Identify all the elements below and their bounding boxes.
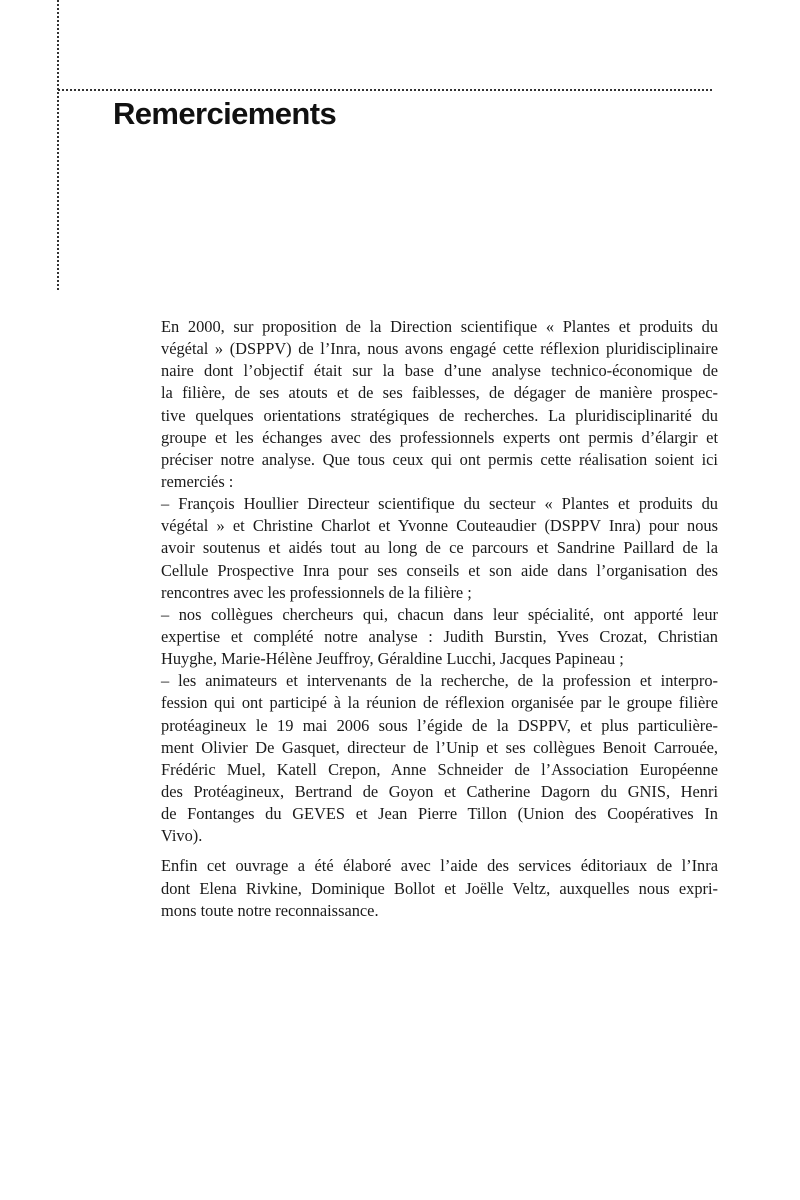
text-line: de Fontanges du GEVES et Jean Pierre Tillon (Union des Coopératives In xyxy=(161,804,718,824)
text-line: mons toute notre reconnaissance. xyxy=(161,900,379,920)
text-line: expertise et complété notre analyse : Judith Burstin, Yves Crozat, Christian xyxy=(161,626,718,646)
text-line: – nos collègues chercheurs qui, chacun dans leur spécialité, ont apporté leur xyxy=(161,604,718,624)
text-line: rencontres avec les professionnels de la filière ; xyxy=(161,582,472,602)
text-line: groupe et les échanges avec des professionnels experts ont permis d’élargir et xyxy=(161,427,718,447)
text-line: – les animateurs et intervenants de la recherche, de la profession et interpro- xyxy=(161,671,718,691)
text-line: végétal » (DSPPV) de l’Inra, nous avons engagé cette réflexion pluridisciplinaire xyxy=(161,339,718,359)
text-line: naire dont l’objectif était sur la base d’une analyse technico-économique de xyxy=(161,361,718,381)
text-line: remerciés : xyxy=(161,471,234,491)
text-line: avoir soutenus et aidés tout au long de ce parcours et Sandrine Paillard de la xyxy=(161,538,718,558)
text-line: Frédéric Muel, Katell Crepon, Anne Schneider de l’Association Européenne xyxy=(161,759,718,779)
text-line: protéagineux le 19 mai 2006 sous l’égide de la DSPPV, et plus particulière- xyxy=(161,715,718,735)
text-line: tive quelques orientations stratégiques de recherches. La pluridisciplinarité du xyxy=(161,405,718,425)
text-line: fession qui ont participé à la réunion de réflexion organisée par le groupe filière xyxy=(161,693,718,713)
text-line: la filière, de ses atouts et de ses faiblesses, de dégager de manière prospec- xyxy=(161,383,718,403)
text-line: des Protéagineux, Bertrand de Goyon et Catherine Dagorn du GNIS, Henri xyxy=(161,781,718,801)
text-line: Cellule Prospective Inra pour ses conseils et son aide dans l’organisation des xyxy=(161,560,718,580)
paragraph xyxy=(161,855,718,921)
margin-dotted-rule-vertical xyxy=(57,0,59,290)
text-line: – François Houllier Directeur scientifique du secteur « Plantes et produits du xyxy=(161,494,718,514)
text-line: dont Elena Rivkine, Dominique Bollot et Joëlle Veltz, auxquelles nous expri- xyxy=(161,878,718,898)
text-line: Enfin cet ouvrage a été élaboré avec l’aide des services éditoriaux de l’Inra xyxy=(161,856,718,876)
text-line: En 2000, sur proposition de la Direction scientifique « Plantes et produits du xyxy=(161,317,718,336)
text-line: préciser notre analyse. Que tous ceux qui ont permis cette réalisation soient ici xyxy=(161,449,718,469)
text-line: Vivo). xyxy=(161,826,203,846)
acknowledgements-body xyxy=(161,316,718,930)
text-line: Huyghe, Marie-Hélène Jeuffroy, Géraldine Lucchi, Jacques Papineau ; xyxy=(161,649,624,669)
text-line: ment Olivier De Gasquet, directeur de l’Unip et ses collègues Benoit Carrouée, xyxy=(161,737,718,757)
text-line: végétal » et Christine Charlot et Yvonne Couteaudier (DSPPV Inra) pour nous xyxy=(161,516,718,536)
header-dotted-rule xyxy=(58,89,712,91)
page-title: Remerciements xyxy=(113,96,337,131)
paragraph xyxy=(161,316,718,847)
